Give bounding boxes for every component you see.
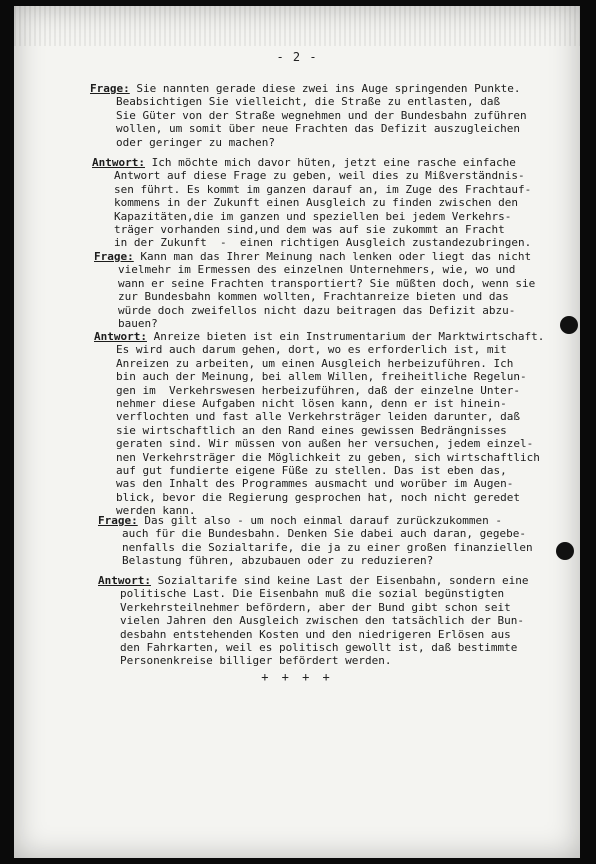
document-page (14, 6, 580, 858)
text-line: Belastung führen, abzubauen oder zu reduzieren? (122, 554, 434, 568)
text-line: Kann man das Ihrer Meinung nach lenken oder liegt das nicht (133, 250, 532, 263)
scan-noise (14, 6, 580, 46)
text-line: Personenkreise billiger befördert werden. (120, 654, 392, 668)
text-line: was den Inhalt des Programmes ausmacht und worüber im Augen- (116, 477, 514, 491)
text-line: Sie nannten gerade diese zwei ins Auge springenden Punkte. (129, 82, 521, 95)
end-marks: + + + + (261, 670, 333, 684)
text-line: werden kann. (116, 504, 196, 518)
question-block-1 (90, 82, 527, 149)
punch-hole (556, 542, 574, 560)
page-number: - 2 - (276, 50, 318, 64)
text-line: desbahn entstehenden Kosten und den niedrigeren Erlösen aus (120, 627, 511, 641)
text-line: geraten sind. Wir müssen von außen her versuchen, jedem einzel- (116, 437, 534, 451)
text-line: in der Zukunft - einen richtigen Ausgleich zustandezubringen. (114, 236, 532, 250)
answer-label: Antwort: (98, 574, 151, 587)
text-line: auf gut fundierte eigene Füße zu stellen. Das ist eben das, (116, 464, 507, 478)
text-line: nehmer diese Aufgaben nicht lösen kann, denn er ist hinein- (116, 397, 507, 411)
text-line: zur Bundesbahn kommen wollten, Frachtanreize bieten und das (118, 290, 509, 304)
text-line: vielmehr im Ermessen des einzelnen Unternehmers, wie, wo und (118, 263, 516, 277)
text-line: vielen Jahren den Ausgleich zwischen den tatsächlich der Bun- (120, 614, 524, 628)
text-line: blick, bevor die Regierung gesprochen hat, noch nicht geredet (116, 490, 520, 504)
text-line: sie wirtschaftlich an den Rand eines gewissen Bedrängnisses (116, 423, 507, 437)
text-line: bauen? (118, 317, 158, 331)
question-block-3 (98, 514, 533, 568)
text-line: politische Last. Die Eisenbahn muß die sozial begünstigten (120, 587, 505, 601)
answer-label: Antwort: (92, 156, 145, 169)
text-line: Anreize bieten ist ein Instrumentarium der Marktwirtschaft. (146, 330, 545, 343)
question-block-2 (94, 250, 535, 330)
text-line: kommens in der Zukunft einen Ausgleich zu finden zwischen den (114, 196, 518, 210)
text-line: nenfalls die Sozialtarife, die ja zu einer großen finanziellen (122, 540, 533, 554)
punch-hole (560, 316, 578, 334)
text-line: nen Verkehrsträger die Möglichkeit zu geben, sich wirtschaftlich (116, 450, 540, 464)
text-line: würde doch zweifellos nicht dazu beitragen das Defizit abzu- (118, 303, 516, 317)
text-line: verflochten und fast alle Verkehrsträger leiden darunter, daß (116, 410, 520, 424)
text-line: bin auch der Meinung, bei allem Willen, freiheitliche Regelun- (116, 370, 527, 384)
answer-label: Antwort: (94, 330, 147, 343)
text-line: Ich möchte mich davor hüten, jetzt eine rasche einfache (144, 156, 516, 169)
text-line: Verkehrsteilnehmer befördern, aber der Bund gibt schon seit (120, 600, 511, 614)
answer-block-1 (92, 156, 531, 250)
text-line: Antwort auf diese Frage zu geben, weil dies zu Mißverständnis- (114, 169, 525, 183)
text-line: Sie Güter von der Straße wegnehmen und der Bundesbahn zuführen (116, 108, 527, 122)
text-line: oder geringer zu machen? (116, 135, 275, 149)
question-label: Frage: (98, 514, 138, 527)
answer-block-3 (98, 574, 528, 668)
answer-block-2 (94, 330, 544, 518)
text-line: auch für die Bundesbahn. Denken Sie dabei auch daran, gegebe- (122, 527, 526, 541)
text-line: gen im Verkehrswesen herbeizuführen, daß der einzelne Unter- (116, 383, 520, 397)
text-line: wollen, um somit über neue Frachten das Defizit auszugleichen (116, 122, 520, 136)
text-line: Sozialtarife sind keine Last der Eisenbahn, sondern eine (150, 574, 529, 587)
question-label: Frage: (90, 82, 130, 95)
text-line: träger vorhanden sind,und dem was auf sie zukommt an Fracht (114, 223, 505, 237)
text-line: Beabsichtigen Sie vielleicht, die Straße zu entlasten, daß (116, 95, 501, 109)
text-line: sen führt. Es kommt im ganzen darauf an, im Zuge des Frachtauf- (114, 182, 532, 196)
text-line: Es wird auch darum gehen, dort, wo es erforderlich ist, mit (116, 343, 507, 357)
text-line: wann er seine Frachten transportiert? Sie müßten doch, wenn sie (118, 276, 536, 290)
text-line: Anreizen zu arbeiten, um einen Ausgleich herbeizuführen. Ich (116, 356, 514, 370)
text-line: den Fahrkarten, weil es politisch gewollt ist, daß bestimmte (120, 641, 518, 655)
text-line: Kapazitäten,die im ganzen und speziellen bei jedem Verkehrs- (114, 209, 512, 223)
text-line: Das gilt also - um noch einmal darauf zurückzukommen - (137, 514, 502, 527)
question-label: Frage: (94, 250, 134, 263)
